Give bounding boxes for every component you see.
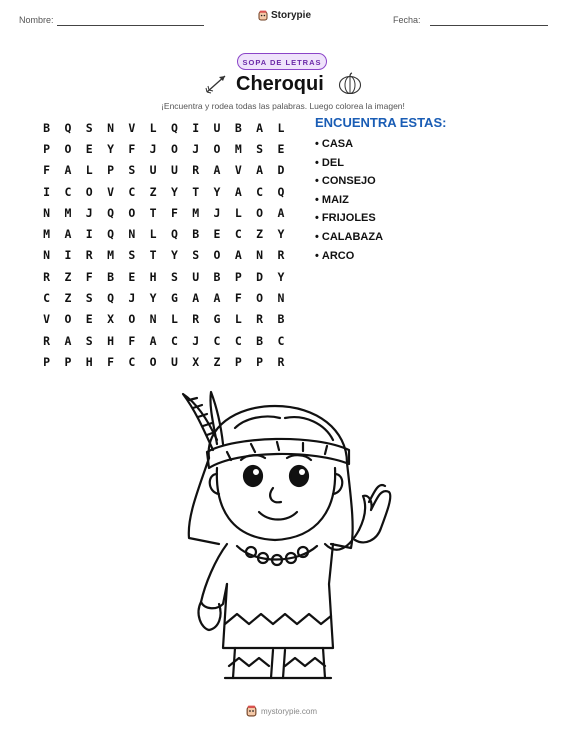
grid-letter[interactable]: A: [234, 248, 242, 263]
grid-letter[interactable]: S: [128, 248, 136, 263]
grid-letter[interactable]: B: [107, 269, 114, 284]
grid-letter[interactable]: O: [170, 141, 178, 156]
cherokee-child-illustration[interactable]: [165, 388, 400, 683]
grid-letter[interactable]: D: [256, 269, 264, 284]
grid-letter[interactable]: O: [85, 184, 93, 199]
grid-letter[interactable]: P: [43, 354, 51, 369]
grid-letter[interactable]: O: [213, 248, 221, 263]
footer: [246, 705, 317, 717]
grid-letter[interactable]: F: [170, 205, 178, 220]
grid-letter[interactable]: M: [192, 205, 200, 220]
grid-row: [36, 202, 292, 223]
word-list-item: • ARCO: [315, 250, 383, 269]
grid-letter[interactable]: J: [213, 205, 221, 220]
brand-name: Storypie: [271, 10, 312, 21]
grid-letter[interactable]: R: [277, 248, 285, 263]
grid-letter[interactable]: H: [85, 354, 93, 369]
grid-letter[interactable]: E: [277, 141, 285, 156]
grid-letter[interactable]: J: [149, 141, 157, 156]
grid-letter[interactable]: O: [256, 205, 264, 220]
grid-letter[interactable]: Z: [64, 291, 72, 306]
grid-letter[interactable]: J: [192, 141, 200, 156]
grid-row: [36, 266, 292, 287]
date-label: Fecha:: [393, 15, 421, 25]
grid-letter[interactable]: F: [234, 291, 242, 306]
grid-letter[interactable]: F: [128, 141, 136, 156]
grid-letter[interactable]: I: [192, 120, 200, 135]
grid-letter[interactable]: A: [213, 291, 221, 306]
grid-letter[interactable]: N: [107, 120, 114, 135]
pumpkin-icon: [338, 72, 362, 95]
grid-letter[interactable]: U: [149, 163, 157, 178]
grid-letter[interactable]: I: [85, 227, 93, 242]
grid-letter[interactable]: N: [149, 312, 157, 327]
grid-letter[interactable]: S: [256, 141, 264, 156]
name-line[interactable]: [57, 25, 204, 26]
instructions: ¡Encuentra y rodea todas las palabras. Luego colorea la imagen!: [161, 101, 405, 111]
grid-letter[interactable]: Q: [64, 120, 72, 135]
grid-letter[interactable]: N: [256, 248, 264, 263]
grid-letter[interactable]: Y: [277, 227, 285, 242]
grid-row: [36, 330, 292, 351]
grid-letter[interactable]: Q: [170, 120, 178, 135]
grid-letter[interactable]: Y: [107, 141, 114, 156]
grid-letter[interactable]: Z: [256, 227, 264, 242]
grid-letter[interactable]: O: [256, 291, 264, 306]
grid-letter[interactable]: V: [234, 163, 242, 178]
word-search-grid[interactable]: [36, 117, 292, 373]
grid-letter[interactable]: S: [192, 248, 200, 263]
grid-letter[interactable]: B: [277, 312, 285, 327]
grid-letter[interactable]: L: [149, 227, 157, 242]
grid-letter[interactable]: Y: [213, 184, 221, 199]
word-list-item: • DEL: [315, 157, 383, 176]
grid-letter[interactable]: J: [192, 333, 200, 348]
grid-letter[interactable]: P: [234, 354, 242, 369]
grid-letter[interactable]: Q: [107, 205, 114, 220]
activity-badge: SOPA DE LETRAS: [237, 53, 327, 70]
grid-letter[interactable]: O: [64, 312, 72, 327]
grid-row: [36, 181, 292, 202]
grid-letter[interactable]: C: [128, 354, 136, 369]
grid-letter[interactable]: Y: [170, 184, 178, 199]
grid-letter[interactable]: J: [85, 205, 93, 220]
grid-letter[interactable]: Z: [149, 184, 157, 199]
grid-letter[interactable]: R: [43, 269, 51, 284]
grid-letter[interactable]: L: [234, 312, 242, 327]
grid-letter[interactable]: Y: [149, 291, 157, 306]
grid-letter[interactable]: U: [192, 269, 200, 284]
grid-letter[interactable]: V: [107, 184, 114, 199]
brand: [258, 10, 311, 21]
grid-letter[interactable]: B: [43, 120, 51, 135]
grid-letter[interactable]: A: [213, 163, 221, 178]
grid-letter[interactable]: C: [256, 184, 264, 199]
grid-letter[interactable]: S: [85, 120, 93, 135]
grid-letter[interactable]: F: [43, 163, 51, 178]
word-list-item: • MAIZ: [315, 194, 383, 213]
arrow-icon: [204, 73, 228, 95]
grid-letter[interactable]: C: [277, 333, 285, 348]
grid-letter[interactable]: H: [149, 269, 157, 284]
grid-letter[interactable]: G: [170, 291, 178, 306]
grid-letter[interactable]: X: [107, 312, 114, 327]
word-list-title: ENCUENTRA ESTAS:: [315, 115, 447, 130]
grid-letter[interactable]: Z: [213, 354, 221, 369]
storypie-logo-icon: [258, 10, 268, 21]
grid-letter[interactable]: A: [64, 333, 72, 348]
grid-letter[interactable]: N: [43, 248, 51, 263]
grid-letter[interactable]: C: [170, 333, 178, 348]
grid-letter[interactable]: B: [256, 333, 264, 348]
grid-letter[interactable]: E: [85, 141, 93, 156]
grid-letter[interactable]: C: [128, 184, 136, 199]
grid-letter[interactable]: Q: [107, 291, 114, 306]
grid-letter[interactable]: N: [43, 205, 51, 220]
grid-letter[interactable]: Q: [107, 227, 114, 242]
grid-letter[interactable]: P: [256, 354, 264, 369]
grid-letter[interactable]: O: [213, 141, 221, 156]
grid-letter[interactable]: R: [277, 354, 285, 369]
grid-letter[interactable]: U: [170, 163, 178, 178]
grid-letter[interactable]: P: [234, 269, 242, 284]
grid-letter[interactable]: F: [107, 354, 114, 369]
grid-letter[interactable]: O: [128, 312, 136, 327]
grid-letter[interactable]: B: [213, 269, 221, 284]
grid-letter[interactable]: A: [256, 163, 264, 178]
grid-letter[interactable]: M: [64, 205, 72, 220]
grid-letter[interactable]: O: [149, 354, 157, 369]
grid-letter[interactable]: C: [234, 227, 242, 242]
grid-letter[interactable]: J: [128, 291, 136, 306]
grid-letter[interactable]: G: [213, 312, 221, 327]
grid-letter[interactable]: A: [234, 184, 242, 199]
grid-letter[interactable]: A: [64, 227, 72, 242]
grid-letter[interactable]: R: [85, 248, 93, 263]
grid-letter[interactable]: L: [277, 120, 285, 135]
grid-letter[interactable]: E: [128, 269, 136, 284]
grid-letter[interactable]: B: [234, 120, 242, 135]
grid-letter[interactable]: S: [170, 269, 178, 284]
grid-letter[interactable]: P: [107, 163, 114, 178]
grid-row: [36, 117, 292, 138]
grid-letter[interactable]: D: [277, 163, 285, 178]
grid-letter[interactable]: F: [85, 269, 93, 284]
name-label: Nombre:: [19, 15, 54, 25]
grid-letter[interactable]: U: [170, 354, 178, 369]
grid-letter[interactable]: L: [149, 120, 157, 135]
grid-letter[interactable]: E: [85, 312, 93, 327]
grid-letter[interactable]: T: [149, 205, 157, 220]
grid-letter[interactable]: R: [192, 312, 200, 327]
grid-letter[interactable]: Z: [64, 269, 72, 284]
grid-letter[interactable]: V: [128, 120, 136, 135]
grid-letter[interactable]: P: [43, 141, 51, 156]
grid-letter[interactable]: C: [213, 333, 221, 348]
grid-letter[interactable]: Q: [277, 184, 285, 199]
word-list: [315, 138, 383, 268]
grid-letter[interactable]: X: [192, 354, 200, 369]
grid-letter[interactable]: M: [43, 227, 51, 242]
grid-letter[interactable]: A: [256, 120, 264, 135]
grid-row: [36, 309, 292, 330]
word-list-item: • FRIJOLES: [315, 212, 383, 231]
grid-letter[interactable]: S: [85, 291, 93, 306]
grid-letter[interactable]: C: [234, 333, 242, 348]
grid-letter[interactable]: T: [149, 248, 157, 263]
grid-letter[interactable]: T: [192, 184, 200, 199]
grid-row: [36, 351, 292, 372]
grid-letter[interactable]: V: [43, 312, 51, 327]
footer-url: mystorypie.com: [261, 706, 318, 716]
grid-letter[interactable]: B: [192, 227, 200, 242]
grid-letter[interactable]: U: [213, 120, 221, 135]
grid-letter[interactable]: L: [85, 163, 93, 178]
storypie-logo-icon: [246, 705, 257, 717]
grid-letter[interactable]: A: [149, 333, 157, 348]
word-list-item: • CASA: [315, 138, 383, 157]
grid-letter[interactable]: R: [192, 163, 200, 178]
grid-letter[interactable]: A: [64, 163, 72, 178]
date-line[interactable]: [430, 25, 548, 26]
word-list-item: • CONSEJO: [315, 175, 383, 194]
grid-letter[interactable]: N: [277, 291, 285, 306]
grid-letter[interactable]: Q: [170, 227, 178, 242]
grid-letter[interactable]: R: [43, 333, 51, 348]
grid-letter[interactable]: C: [43, 291, 51, 306]
grid-row: [36, 287, 292, 308]
word-list-item: • CALABAZA: [315, 231, 383, 250]
grid-row: [36, 160, 292, 181]
grid-letter[interactable]: C: [64, 184, 72, 199]
grid-letter[interactable]: M: [107, 248, 114, 263]
grid-letter[interactable]: A: [192, 291, 200, 306]
grid-letter[interactable]: I: [43, 184, 51, 199]
grid-letter[interactable]: I: [64, 248, 72, 263]
grid-row: [36, 245, 292, 266]
grid-row: [36, 138, 292, 159]
grid-letter[interactable]: F: [128, 333, 136, 348]
grid-letter[interactable]: L: [234, 205, 242, 220]
grid-row: [36, 223, 292, 244]
grid-letter[interactable]: M: [234, 141, 242, 156]
grid-letter[interactable]: O: [128, 205, 136, 220]
grid-letter[interactable]: E: [213, 227, 221, 242]
grid-letter[interactable]: Y: [170, 248, 178, 263]
grid-letter[interactable]: P: [64, 354, 72, 369]
grid-letter[interactable]: A: [277, 205, 285, 220]
grid-letter[interactable]: S: [128, 163, 136, 178]
grid-letter[interactable]: L: [170, 312, 178, 327]
grid-letter[interactable]: R: [256, 312, 264, 327]
grid-letter[interactable]: H: [107, 333, 114, 348]
grid-letter[interactable]: S: [85, 333, 93, 348]
grid-letter[interactable]: N: [128, 227, 136, 242]
grid-letter[interactable]: Y: [277, 269, 285, 284]
grid-letter[interactable]: O: [64, 141, 72, 156]
page-title: Cheroqui: [236, 73, 324, 95]
